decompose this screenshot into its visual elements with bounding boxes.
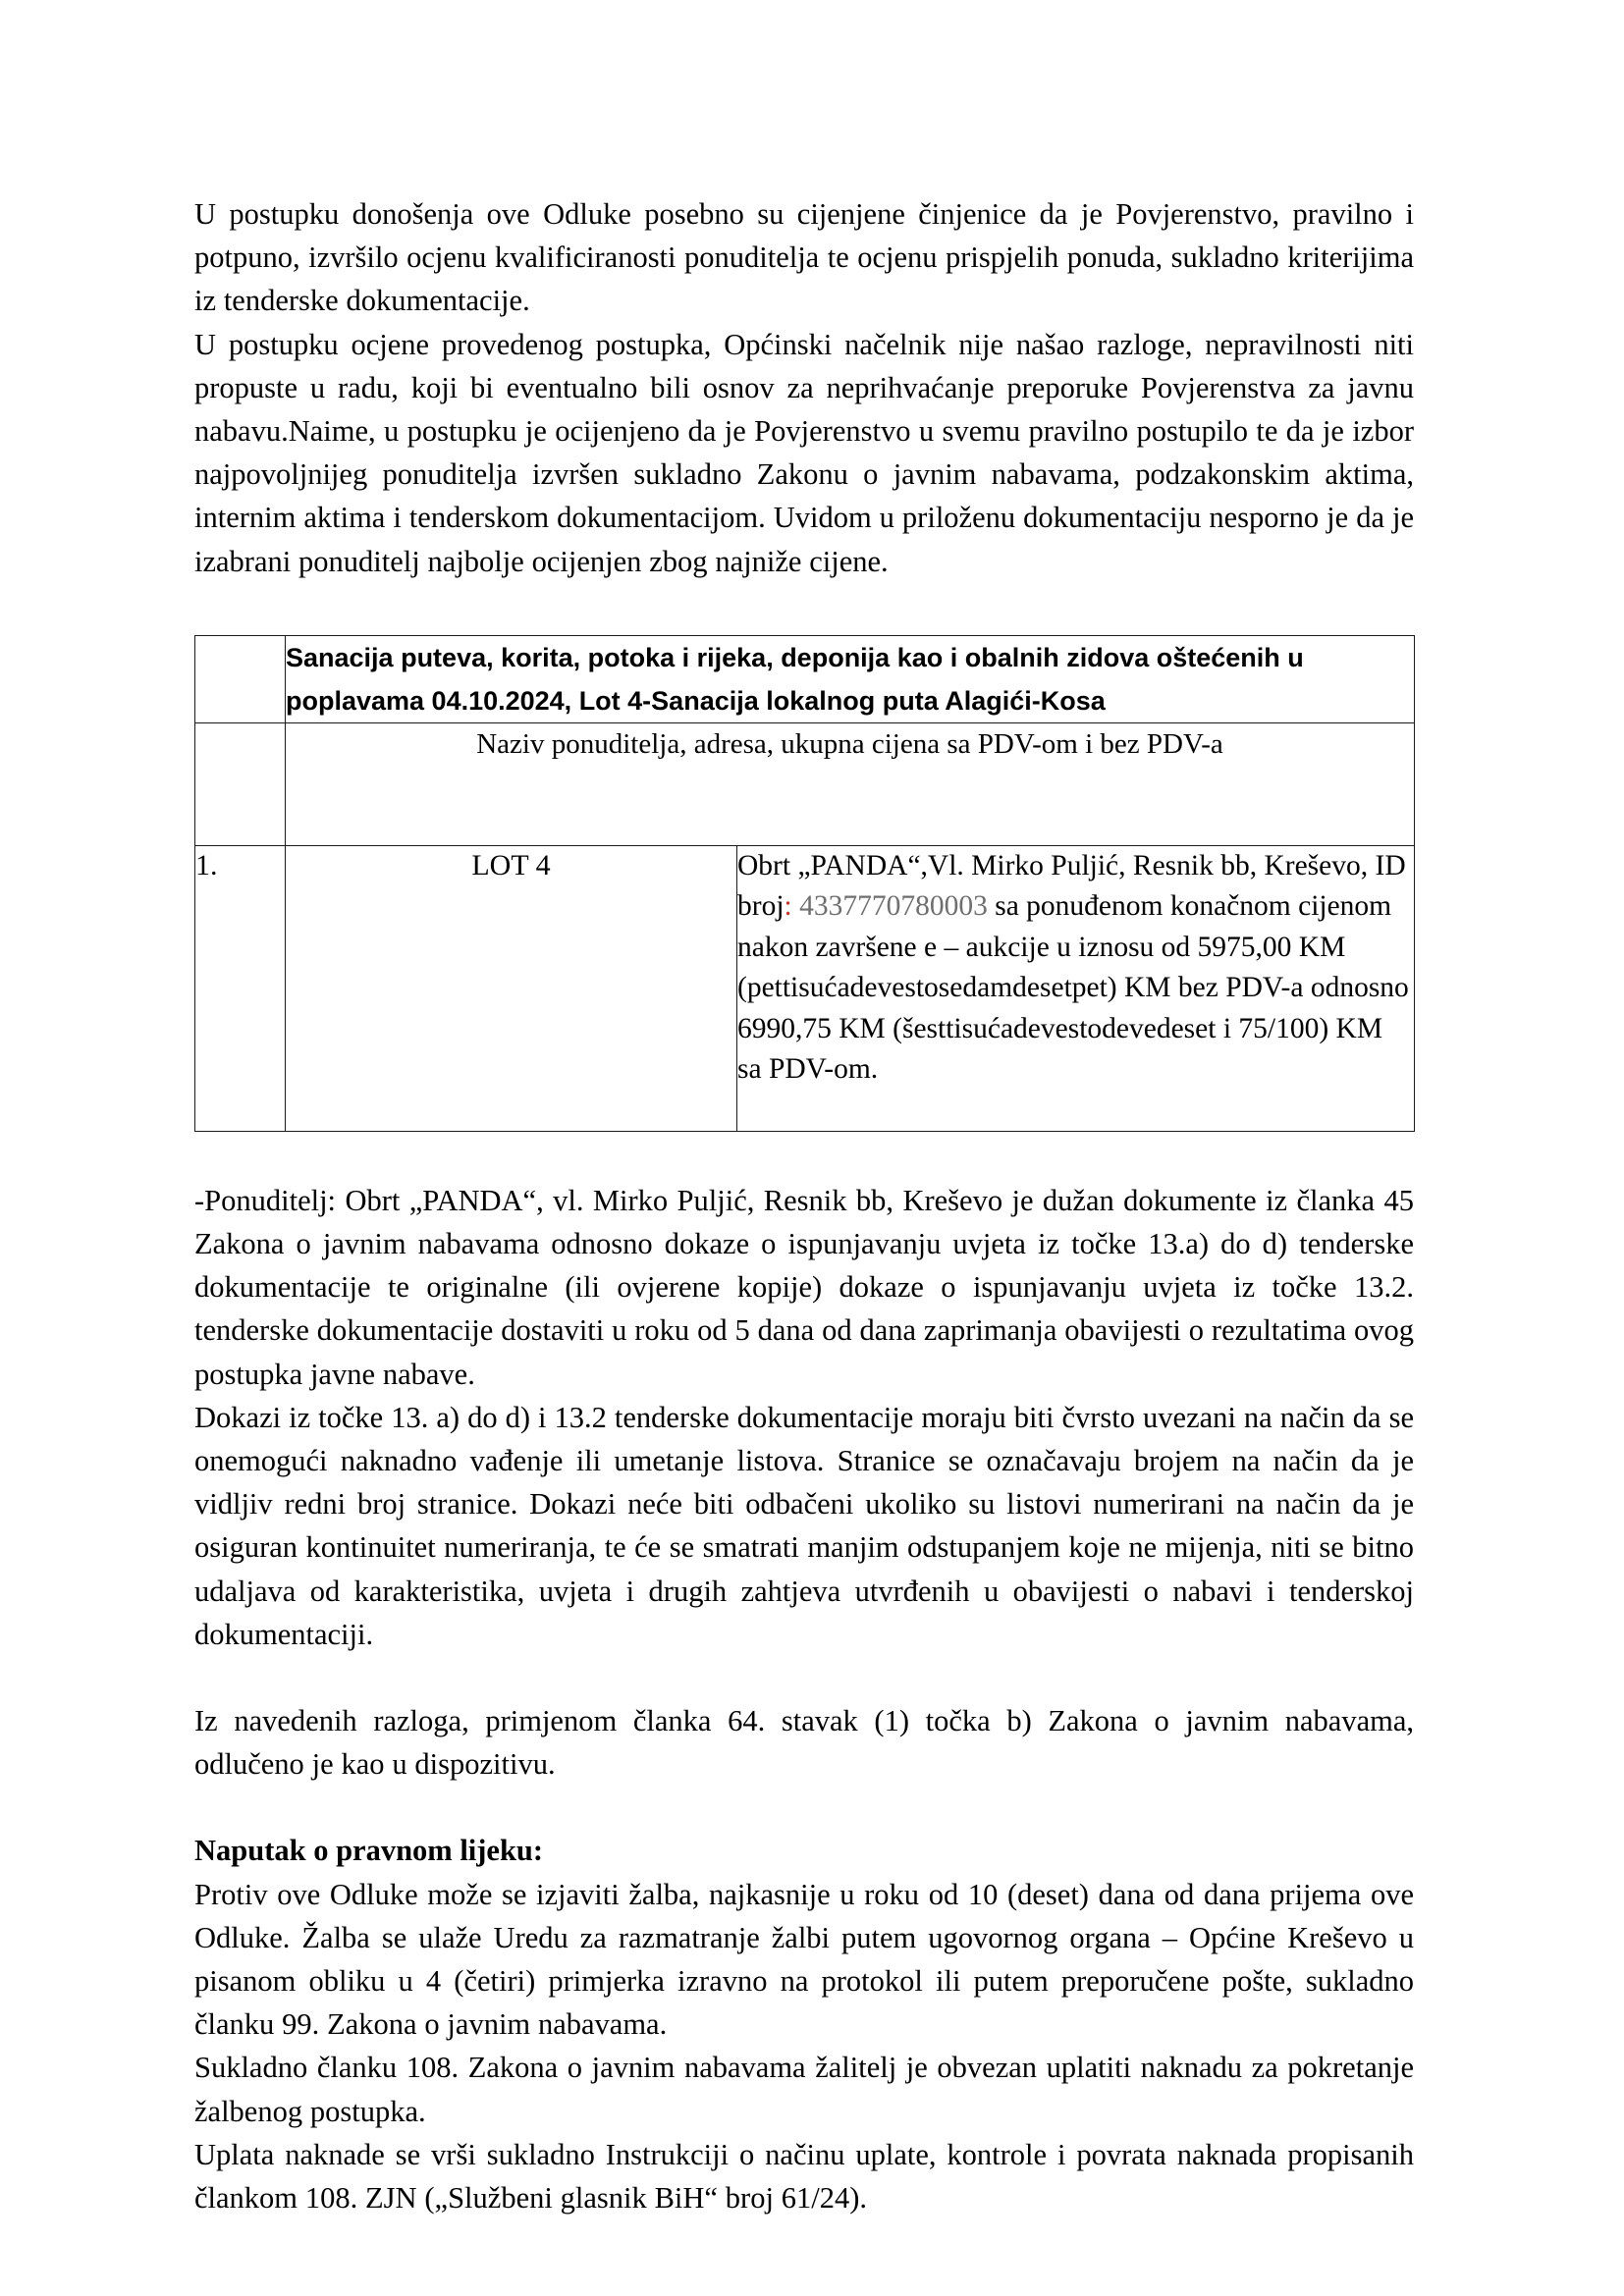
paragraph-evidence-binding: Dokazi iz točke 13. a) do d) i 13.2 tenderske dokumentacije moraju biti čvrsto uvezani na način da se onemogući naknadno vađenje ili umetanje listova. Stranice se označavaju brojem na način da je vidljiv redni broj stranice. Dokazi neće biti odbačeni ukoliko su listovi numerirani na način da je osiguran kontinuitet numeriranja, te će se smatrati manjim odstupanjem koje ne mijenja, niti se bitno udaljava od karakteristika, uvjeta i drugih zahtjeva utvrđenih u obavijesti o nabavi i tenderskoj dokumentaciji. <box>194 1400 1414 1651</box>
legal-remedy-heading: Naputak o pravnom lijeku: <box>194 1834 544 1868</box>
document-body <box>194 192 1414 2219</box>
table-procurement-title: Sanacija puteva, korita, potoka i rijeka, deponija kao i obalnih zidova oštećenih u poplavama 04.10.2024, Lot 4-Sanacija lokalnog puta Alagići-Kosa <box>286 635 1415 722</box>
bidder-price-text: sa ponuđenom konačnom cijenom nakon završene e – aukcije u iznosu od 5975,00 KM (pettisućadevestosedamdesetpet) KM bez PDV-a odnosno 6990,75 KM (šesttisućadevestodevedeset i 75/100) KM sa PDV-om. <box>737 890 1409 1086</box>
table-cell-index-blank <box>195 635 286 722</box>
paragraph-fee-payment-instruction: Uplata naknade se vrši sukladno Instrukciji o načinu uplate, kontrole i povrata naknada propisanih člankom 108. ZJN („Službeni glasnik BiH“ broj 61/24). <box>194 2137 1414 2216</box>
table-cell-lot: LOT 4 <box>286 845 737 1131</box>
spacer-after-table <box>194 1132 1414 1179</box>
paragraph-appeal-procedure: Protiv ove Odluke može se izjaviti žalba, najkasnije u roku od 10 (deset) dana od dana prijema ove Odluke. Žalba se ulaže Uredu za razmatranje žalbi putem ugovornog organa – Općine Kreševo u pisanom obliku u 4 (četiri) primjerka izravno na protokol ili putem preporučene pošte, sukladno članku 99. Zakona o javnim nabavama. <box>194 1877 1414 2042</box>
id-colon: : <box>784 890 792 923</box>
paragraph-evaluation-facts: U postupku donošenja ove Odluke posebno su cijenjene činjenice da je Povjerenstvo, pravilno i potpuno, izvršilo ocjenu kvalificiranosti ponuditelja te ocjenu prispjelih ponuda, sukladno kriterijima iz tenderske dokumentacije. <box>194 197 1414 318</box>
table-cell-row-index: 1. <box>195 845 286 1131</box>
paragraph-bidder-obligations: -Ponuditelj: Obrt „PANDA“, vl. Mirko Puljić, Resnik bb, Kreševo je dužan dokumente iz članka 45 Zakona o javnim nabavama odnosno dokaze o ispunjavanju uvjeta iz točke 13.a) do d) tenderske dokumentacije te originalne (ili ovjerene kopije) dokaze o ispunjavanju uvjeta iz točke 13.2. tenderske dokumentacije dostaviti u roku od 5 dana od dana zaprimanja obavijesti o rezultatima ovog postupka javne nabave. <box>194 1183 1414 1391</box>
table-cell-index-blank-2 <box>195 722 286 845</box>
spacer-before-decision <box>194 1656 1414 1699</box>
spacer-before-legal-remedy <box>194 1786 1414 1829</box>
bidder-id-number: 4337770780003 <box>791 890 988 923</box>
table-row-subheader <box>195 722 1415 845</box>
table-cell-bidder-details <box>737 845 1415 1131</box>
bidder-name-address: Obrt „PANDA“,Vl. Mirko Puljić, Resnik bb, Kreševo, ID broj <box>737 849 1406 923</box>
paragraph-decision-basis: Iz navedenih razloga, primjenom članka 64. stavak (1) točka b) Zakona o javnim nabavama, odlučeno je kao u dispozitivu. <box>194 1704 1414 1782</box>
table-row-title <box>195 635 1415 722</box>
table-column-subheader: Naziv ponuditelja, adresa, ukupna cijena sa PDV-om i bez PDV-a <box>286 722 1415 845</box>
paragraph-appeal-fee: Sukladno članku 108. Zakona o javnim nabavama žalitelj je obvezan uplatiti naknadu za pokretanje žalbenog postupka. <box>194 2051 1414 2128</box>
bid-results-table <box>194 635 1415 1132</box>
table-row <box>195 845 1415 1131</box>
paragraph-evaluation-review: U postupku ocjene provedenog postupka, Općinski načelnik nije našao razloge, nepravilnosti niti propuste u radu, koji bi eventualno bili osnov za neprihvaćanje preporuke Povjerenstva za javnu nabavu.Naime, u postupku je ocijenjeno da je Povjerenstvo u svemu pravilno postupilo te da je izbor najpovoljnijeg ponuditelja izvršen sukladno Zakonu o javnim nabavama, podzakonskim aktima, internim aktima i tenderskom dokumentacijom. Uvidom u priloženu dokumentaciju nesporno je da je izabrani ponuditelj najbolje ocijenjen zbog najniže cijene. <box>194 327 1414 578</box>
